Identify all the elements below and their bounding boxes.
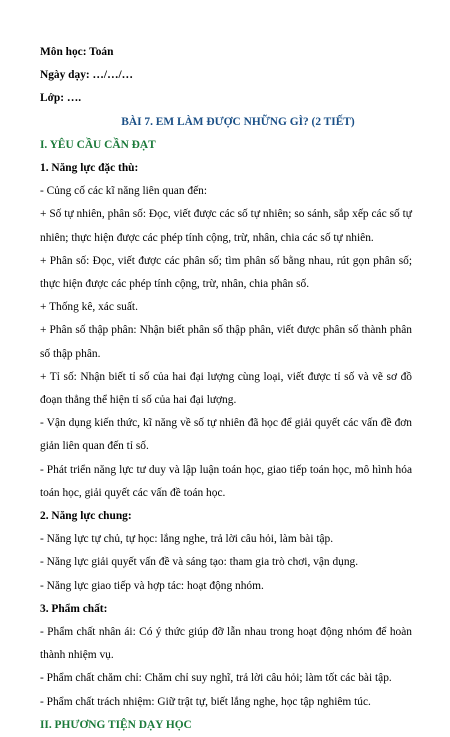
paragraph: - Củng cố các kĩ năng liên quan đến: xyxy=(40,185,208,198)
paragraph: - Vận dụng kiến thức, kĩ năng về số tự nhiên đã học để giải quyết các vấn đề đơn giản liên quan đến tỉ số. xyxy=(40,417,412,453)
paragraph: + Phân số: Đọc, viết được các phân số; tìm phân số bằng nhau, rút gọn phân số; thực hiện được các phép tính cộng, trừ, nhân, chia phân số. xyxy=(40,254,412,291)
paragraph: - Năng lực tự chủ, tự học: lắng nghe, trả lời câu hỏi, làm bài tập. xyxy=(40,533,334,546)
section-heading-materials: II. PHƯƠNG TIỆN DẠY HỌC xyxy=(40,718,192,731)
subsection-heading-qualities: 3. Phẩm chất: xyxy=(40,602,108,615)
paragraph: - Phẩm chất chăm chỉ: Chăm chỉ suy nghĩ, trả lời câu hỏi; làm tốt các bài tập. xyxy=(40,672,392,685)
subsection-heading-general: 2. Năng lực chung: xyxy=(40,510,132,523)
paragraph: + Tỉ số: Nhận biết tỉ số của hai đại lượng cùng loại, viết được tỉ số và vẽ sơ đồ đoạn thẳng thể hiện tỉ số của hai đại lượng. xyxy=(40,370,412,407)
paragraph: - Phát triển năng lực tư duy và lập luận toán học, giao tiếp toán học, mô hình hóa toán học, giải quyết các vấn đề toán học. xyxy=(40,463,412,499)
paragraph: - Phẩm chất trách nhiệm: Giữ trật tự, biết lắng nghe, học tập nghiêm túc. xyxy=(40,695,371,708)
section-heading-requirements: I. YÊU CẦU CẦN ĐẠT xyxy=(40,138,156,151)
paragraph: - Năng lực giao tiếp và hợp tác: hoạt động nhóm. xyxy=(40,579,264,592)
paragraph: - Phẩm chất nhân ái: Có ý thức giúp đỡ lẫn nhau trong hoạt động nhóm để hoàn thành nhiệm vụ. xyxy=(40,626,412,662)
paragraph: - Năng lực giải quyết vấn đề và sáng tạo: tham gia trò chơi, vận dụng. xyxy=(40,556,359,569)
document-content xyxy=(40,41,412,737)
subject-line: Môn học: Toán xyxy=(40,46,114,58)
lesson-title: BÀI 7. EM LÀM ĐƯỢC NHỮNG GÌ? (2 TIẾT) xyxy=(121,115,355,128)
class-line: Lớp: …. xyxy=(40,92,82,105)
paragraph: + Phân số thập phân: Nhận biết phân số thập phân, viết được phân số thành phân số thập phân. xyxy=(40,324,412,360)
subsection-heading-specific: 1. Năng lực đặc thù: xyxy=(40,162,139,175)
paragraph: + Số tự nhiên, phân số: Đọc, viết được các số tự nhiên; so sánh, sắp xếp các số tự nhiên; thực hiện được các phép tính cộng, trừ, nhân, chia các số tự nhiên. xyxy=(40,208,412,244)
paragraph: + Thống kê, xác suất. xyxy=(40,301,138,314)
date-line: Ngày dạy: …/…/… xyxy=(40,69,134,82)
